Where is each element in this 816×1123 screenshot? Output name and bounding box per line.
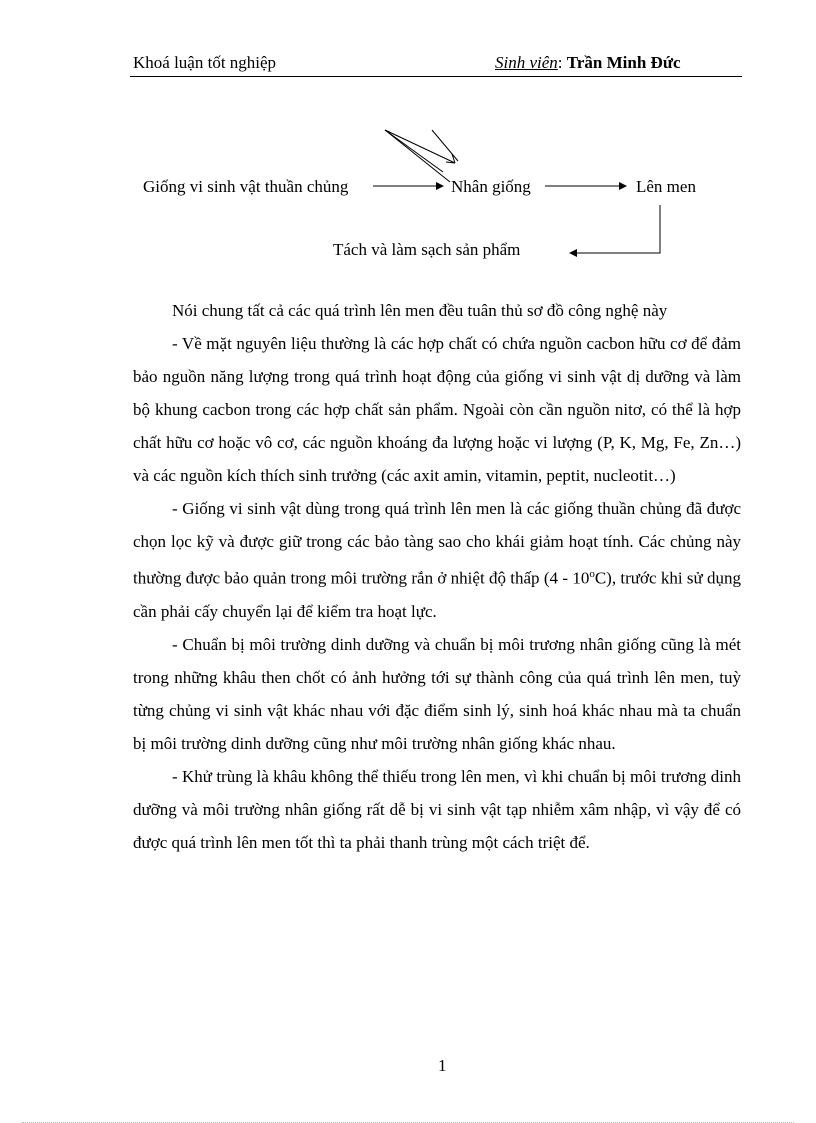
paragraph-media-preparation: - Chuẩn bị môi trường dinh dưỡng và chuẩn bị môi trương nhân giống cũng là mét trong những khâu then chốt có ảnh hưởng tới sự thành công của quá trình lên men, tuỳ từng chủng vi sinh vật khác nhau với đặc điểm sinh lý, sinh hoá khác nhau mà ta chuẩn bị môi trường dinh dưỡng cũng như môi trường nhân giống khác nhau. xyxy=(133,634,741,753)
thesis-title: Khoá luận tốt nghiệp xyxy=(133,53,277,72)
arrow-fermentation-to-purification xyxy=(570,205,660,253)
node-propagation: Nhân giống xyxy=(451,177,531,196)
student-role-label: Sinh viên xyxy=(495,53,558,72)
paragraph-sterilization: - Khử trùng là khâu không thể thiếu trong lên men, vì khi chuẩn bị môi trương dinh dưỡng và môi trường nhân giống rất dễ bị vi sinh vật tạp nhiễm xâm nhập, vì vậy để có được quá trình lên men tốt thì ta phải thanh trùng một cách triệt để. xyxy=(133,766,741,852)
student-credit xyxy=(495,53,681,73)
node-purification: Tách và làm sạch sản phẩm xyxy=(333,240,521,259)
node-pure-strain: Giống vi sinh vật thuần chủng xyxy=(143,177,349,196)
student-name: Trần Minh Đức xyxy=(566,53,681,72)
body-text xyxy=(133,294,741,859)
stray-arrow-marks xyxy=(385,130,458,182)
page-number: 1 xyxy=(438,1056,447,1075)
paragraph-intro: Nói chung tất cả các quá trình lên men đều tuân thủ sơ đồ công nghệ này xyxy=(172,301,668,320)
header-separator: : xyxy=(557,53,567,72)
node-fermentation: Lên men xyxy=(636,177,696,196)
paragraph-raw-materials: - Về mặt nguyên liệu thường là các hợp chất có chứa nguồn cacbon hữu cơ để đảm bảo nguồn năng lượng trong quá trình hoạt động của giống vi sinh vật dị dưỡng và làm bộ khung cacbon trong các hợp chất sản phẩm. Ngoài còn cần nguồn nitơ, có thể là hợp chất hữu cơ hoặc vô cơ, các nguồn khoáng đa lượng hoặc vi lượng (P, K, Mg, Fe, Zn…) và các nguồn kích thích sinh trưởng (các axit amin, vitamin, peptit, nucleotit…) xyxy=(133,334,741,485)
paragraph-microbial-strains: - Giống vi sinh vật dùng trong quá trình lên men là các giống thuần chủng đã được chọn lọc kỹ và được giữ trong các bảo tàng sao cho khái giảm hoạt tính. Các chủng này thường được bảo quản trong môi trường rắn ở nhiệt độ thấp (4 - 10$^o$C), trước khi sử dụng cần phải cấy chuyển lại để kiểm tra hoạt lực. xyxy=(133,499,742,621)
header-divider xyxy=(130,76,742,77)
